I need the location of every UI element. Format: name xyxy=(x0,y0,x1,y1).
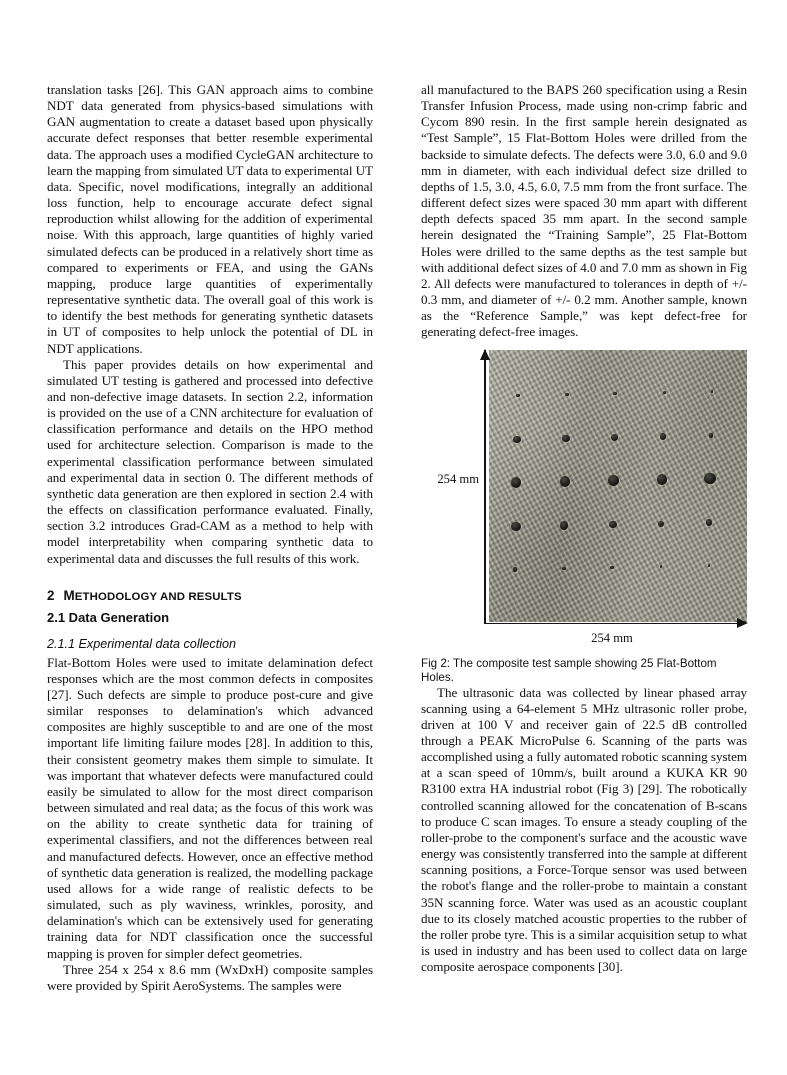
flat-bottom-hole xyxy=(708,564,710,566)
flat-bottom-hole xyxy=(613,392,617,396)
flat-bottom-hole xyxy=(560,476,571,487)
spacer-before-subsubsection xyxy=(47,626,373,636)
flat-bottom-hole xyxy=(706,519,712,525)
weave-texture xyxy=(489,350,747,622)
section-number: 2 xyxy=(47,587,55,603)
flat-bottom-hole xyxy=(560,521,568,529)
right-column xyxy=(421,82,747,1042)
flat-bottom-hole xyxy=(611,434,618,441)
spacer-before-section xyxy=(47,567,373,588)
flat-bottom-hole xyxy=(663,391,666,394)
flat-bottom-hole xyxy=(609,521,616,528)
vertical-dimension-label: 254 mm xyxy=(437,471,479,486)
flat-bottom-hole xyxy=(610,566,613,569)
paragraph-gan-approach: translation tasks [26]. This GAN approach aims to combine NDT data generated from physics-based simulations with GAN augmentation to create a dataset based upon physically accurate defect responses that better resemble experimental data. The approach uses a modified CycleGAN architecture to learn the mapping from simulated UT data to experimental UT data. Specific, novel modifications, integrally an additional loss function, help to encourage accurate defect signal reproduction whilst allowing for the addition of experimental noise. With this approach, large quantities of highly varied simulated defects can be produced in a relatively short time as compared to experiments or FEA, and using the GANs mapping, produce large quantities of experimentally representative synthetic data. The overall goal of this work is to identify the best methods for generating synthetic datasets in UT of composites to help unlock the potential of DL in NDT applications. xyxy=(47,82,373,356)
vertical-dimension-line xyxy=(484,350,486,624)
figure-2-frame xyxy=(421,350,747,650)
flat-bottom-hole xyxy=(562,435,569,442)
flat-bottom-hole xyxy=(565,393,568,396)
flat-bottom-hole xyxy=(660,433,667,440)
subsubsection-heading-experimental-data-collection: 2.1.1 Experimental data collection xyxy=(47,636,237,651)
horizontal-dimension-line xyxy=(484,623,740,625)
paragraph-ultrasonic-collection: The ultrasonic data was collected by linear phased array scanning using a 64-element 5 MHz ultrasonic roller probe, driven at 100 V and receiver gain of 22.5 dB controlled through a PEAK MicroPulse 6. Scanning of the parts was accomplished using a fully automated robotic scanning system at a scan speed of 10mm/s, built around a KUKA KR 90 R3100 extra HA industrial robot (Fig 3) [29]. The robotically controlled scanning allowed for the concatenation of B-scans to produce C scan images. To ensure a steady coupling of the roller-probe to the component's surface and the acoustic wave energy was consistently transferred into the sample at different scanning positions, a Force-Torque sensor was used between the robot's flange and the roller-probe to maintain a constant 35N scanning force. Water was used as an acoustic couplant due to its closely matched acoustic properties to the rubber of the roller probe tyre. This is a similar acquisition setup to what is used in industry and has been used to collect data on large composite aerospace components [30]. xyxy=(421,684,747,975)
left-column xyxy=(47,82,373,1042)
flat-bottom-hole xyxy=(657,474,667,484)
flat-bottom-hole xyxy=(511,477,522,488)
paragraph-baps-specification: all manufactured to the BAPS 260 specification using a Resin Transfer Infusion Process, made using non-crimp fabric and Cycom 890 resin. In the first sample herein designated as “Test Sample”, 15 Flat-Bottom Holes were drilled from the backside to simulate defects. The defects were 3.0, 6.0 and 9.0 mm in diameter, with each individual defect size drilled to depths of 1.5, 3.0, 4.5, 6.0, 7.5 mm from the front surface. The different defect sizes were spaced 30 mm apart with different depth defects spaced 35 mm apart. In the second sample herein designated the “Training Sample”, 25 Flat-Bottom Holes were drilled to the same depths as the test sample but with additional defect sizes of 4.0 and 7.0 mm as shown in Fig 2. All defects were manufactured to tolerances in depth of +/- 0.3 mm, and diameter of +/- 0.2 mm. Another sample, known as the “Reference Sample,” was kept defect-free for generating defect-free images. xyxy=(421,82,747,340)
flat-bottom-hole xyxy=(608,475,619,486)
flat-bottom-hole xyxy=(658,521,664,527)
horizontal-arrow-head-icon xyxy=(737,618,748,628)
flat-bottom-hole xyxy=(709,433,713,437)
paragraph-samples: Three 254 x 254 x 8.6 mm (WxDxH) composite samples were provided by Spirit AeroSystems. The samples were xyxy=(47,961,373,993)
figure-2-block xyxy=(421,350,747,685)
flat-bottom-hole xyxy=(513,436,521,444)
flat-bottom-hole xyxy=(704,473,715,484)
flat-bottom-hole xyxy=(516,394,519,397)
composite-panel-photo xyxy=(489,350,747,622)
subsection-heading-data-generation: 2.1 Data Generation xyxy=(47,609,170,625)
flat-bottom-hole xyxy=(511,522,520,531)
flat-bottom-hole xyxy=(513,567,517,571)
section-title-first-letter: M xyxy=(63,587,75,603)
horizontal-dimension-label: 254 mm xyxy=(591,630,633,645)
section-heading-methodology xyxy=(47,588,373,605)
paragraph-paper-overview: This paper provides details on how experimental and simulated UT testing is gathered and processed into defective and non-defective image datasets. In section 2.2, information is provided on the use of a CNN architecture for evaluation of classification performance and details on the HPO method used for architecture selection. Comparison is made to the experimental classification performance between simulated and experimental data in section 0. The different methods of synthetic data generation are then explored in section 2.4 with the effects on classification performance evaluated. Finally, section 3.2 introduces Grad-CAM as a method to help with model interpretability when comparing synthetic data to experimental data and discusses the full results of this work. xyxy=(47,356,373,566)
vertical-arrow-head-icon xyxy=(480,349,490,360)
two-column-layout xyxy=(47,82,747,1042)
section-title xyxy=(63,588,241,605)
figure-2-caption: Fig 2: The composite test sample showing 25 Flat-Bottom Holes. xyxy=(421,656,717,684)
section-title-rest: ETHODOLOGY AND RESULTS xyxy=(74,590,242,603)
paragraph-fbh-defects: Flat-Bottom Holes were used to imitate delamination defect responses which are the most common defects in composites [27]. Such defects are simple to produce post-cure and give similar responses to delamination's which advanced composites are highly susceptible to and are one of the most important life limiting failure modes [28]. In addition to this, their consistent geometry makes them simple to simulate. It was important that whatever defects were manufactured could easily be simulated to allow for the most direct comparison between simulated and real data; as the focus of this work was on the ability to create synthetic data for training of experimental classifiers, and not the differences between real and manufactured defects. However, once an effective method of synthetic data generation is realized, the modelling package used allows for a wide range of realistic defects to be simulated, such as ply waviness, wrinkles, porosity, and delamination's which can be extensively used for generating training data for NDT classification once the successful mapping is proven for simpler defect geometries. xyxy=(47,654,373,961)
